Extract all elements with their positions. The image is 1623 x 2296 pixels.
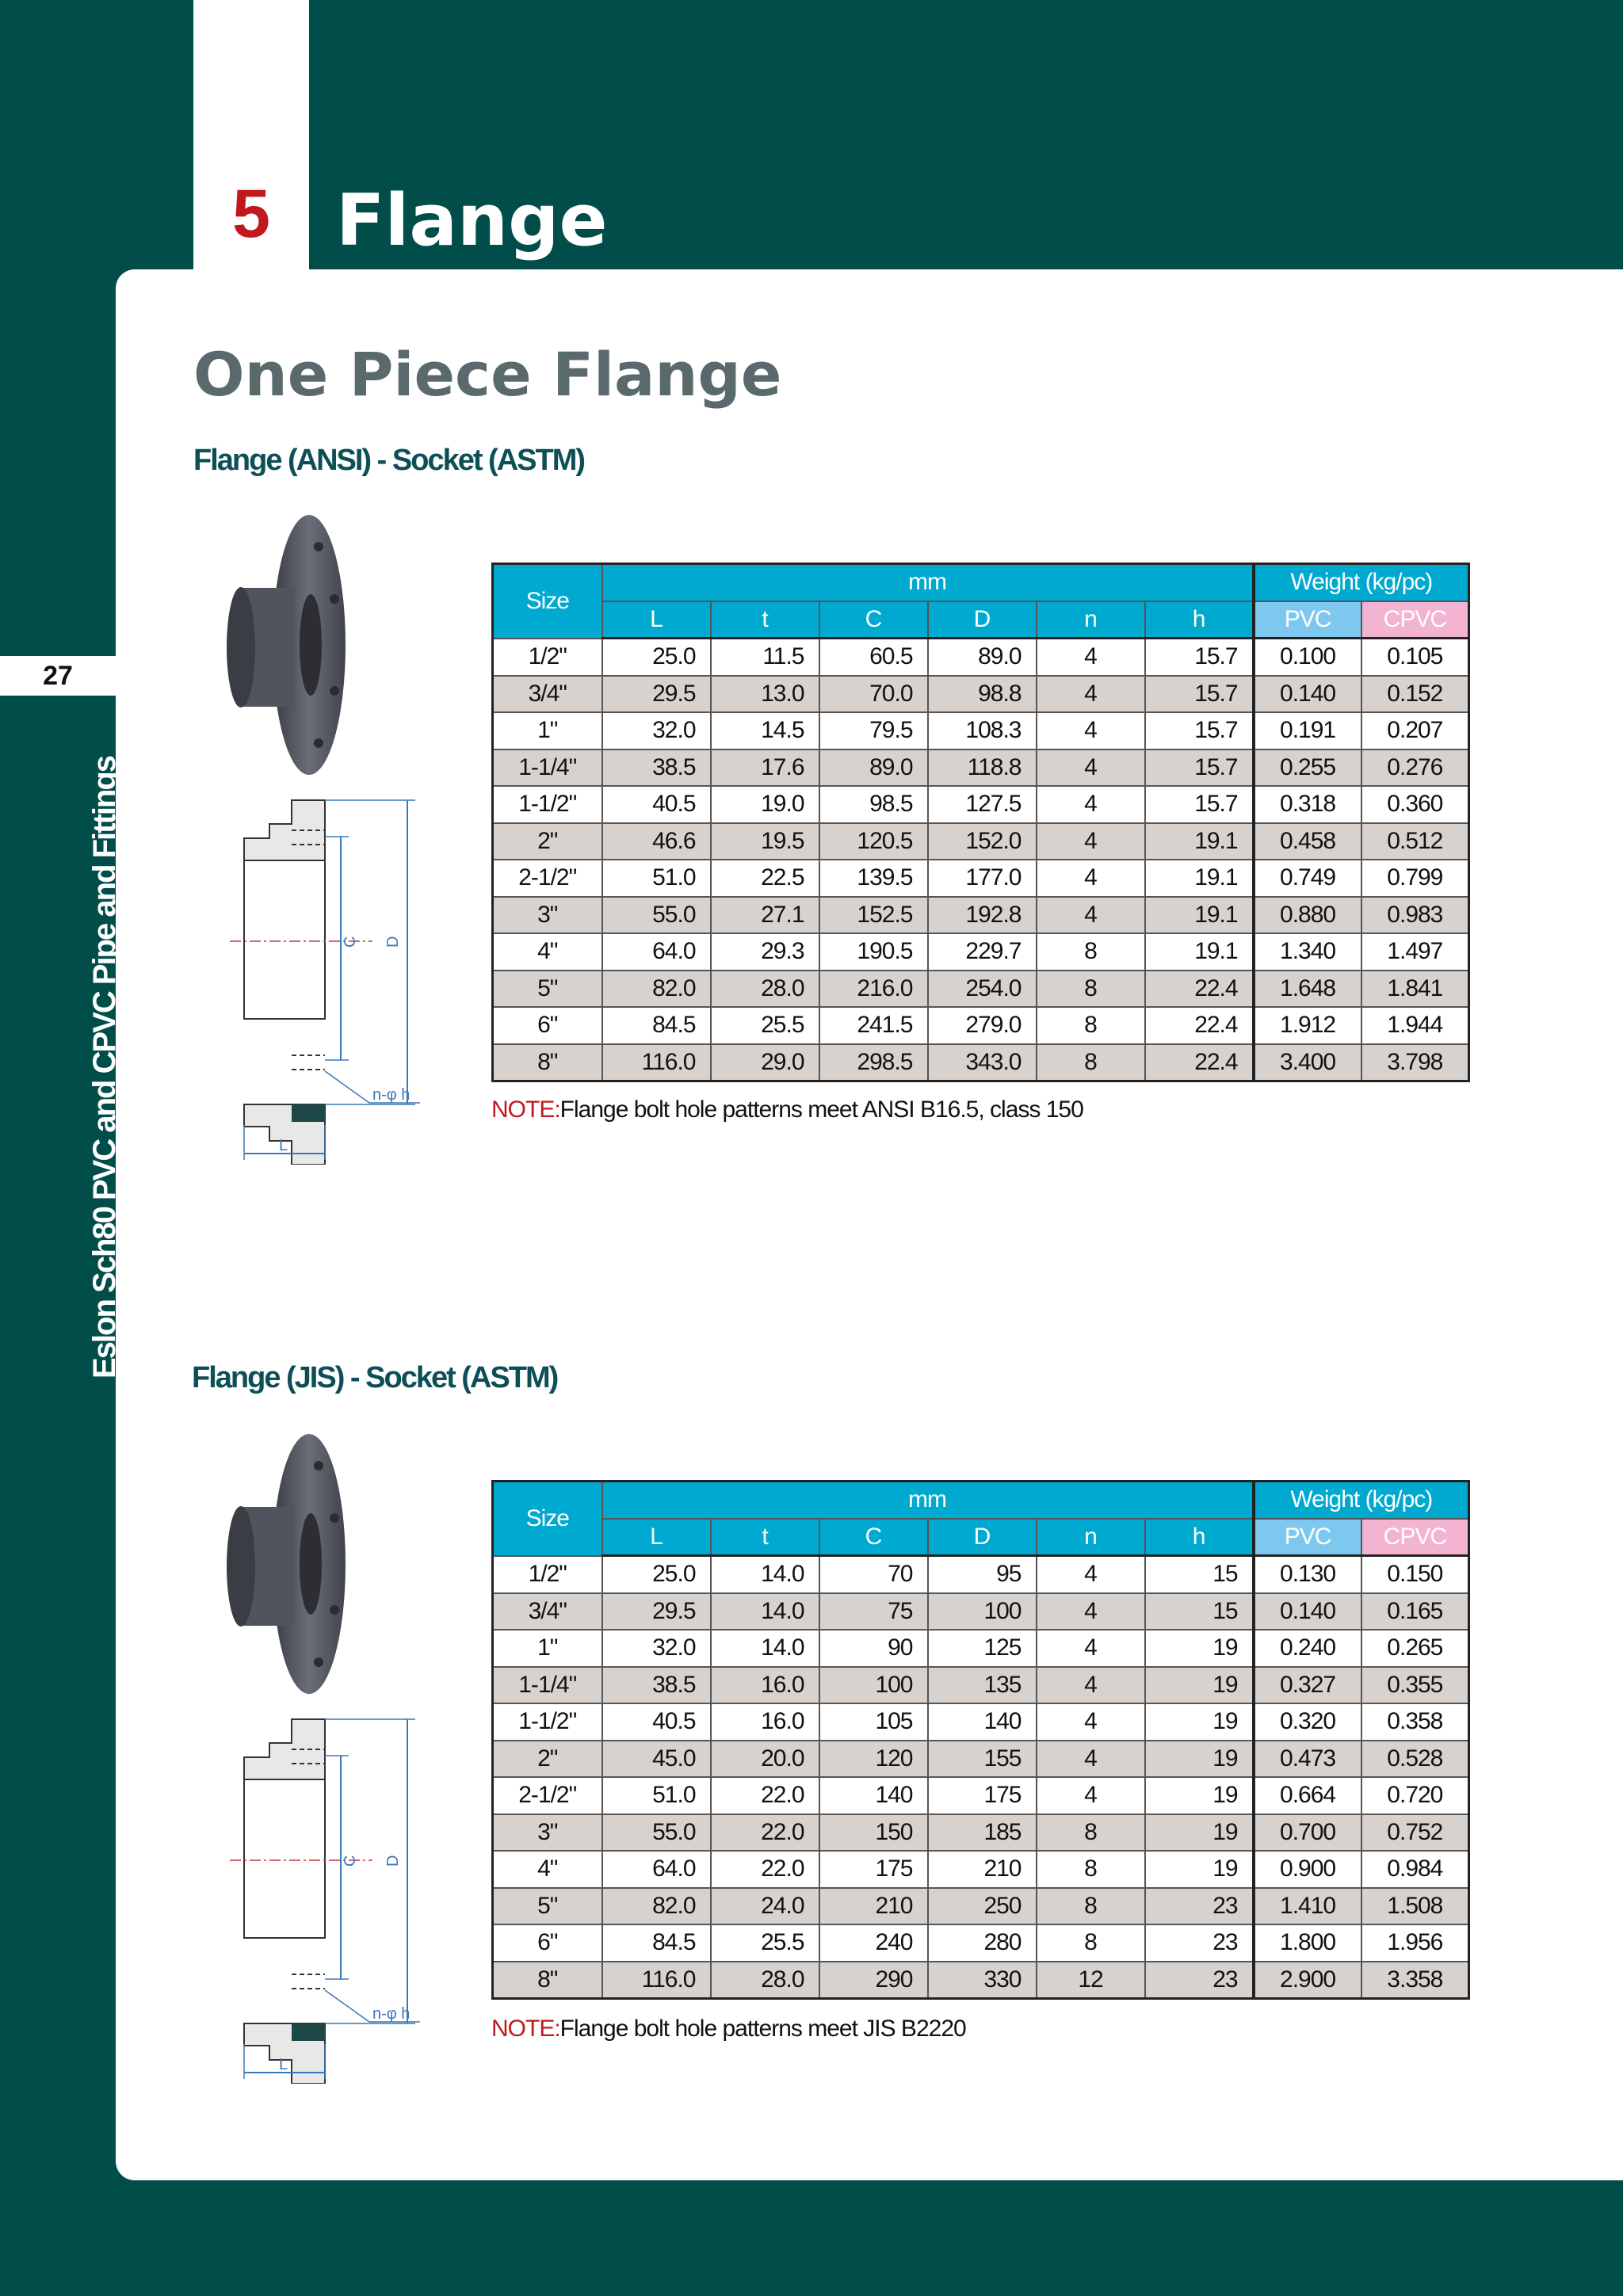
- drawing-label-nh: n-φ h: [372, 2005, 411, 2023]
- section-title-ansi: Flange (ANSI) - Socket (ASTM): [193, 444, 585, 477]
- header-col-c: C: [819, 1519, 928, 1556]
- cell-h: 19: [1145, 1703, 1254, 1741]
- cell-c: 190.5: [819, 933, 928, 971]
- cell-l: 45.0: [602, 1741, 711, 1778]
- cell-size: 8": [493, 1962, 602, 1999]
- table-row: [493, 971, 1469, 1008]
- header-col-l: L: [602, 1519, 711, 1556]
- header-size: Size: [493, 564, 602, 639]
- cell-size: 1": [493, 1630, 602, 1667]
- cell-d: 140: [928, 1703, 1037, 1741]
- cell-n: 8: [1037, 1888, 1145, 1925]
- cell-pvc-weight: 0.318: [1254, 786, 1361, 823]
- cell-c: 298.5: [819, 1044, 928, 1081]
- cell-h: 19: [1145, 1814, 1254, 1852]
- cell-l: 82.0: [602, 971, 711, 1008]
- cell-t: 14.0: [711, 1556, 819, 1593]
- cell-l: 38.5: [602, 749, 711, 787]
- cell-pvc-weight: 3.400: [1254, 1044, 1361, 1081]
- cell-cpvc-weight: 1.944: [1361, 1007, 1469, 1044]
- cell-pvc-weight: 1.340: [1254, 933, 1361, 971]
- cell-t: 25.5: [711, 1924, 819, 1962]
- cell-c: 210: [819, 1888, 928, 1925]
- header-cpvc: CPVC: [1361, 1519, 1469, 1556]
- header-cpvc: CPVC: [1361, 601, 1469, 639]
- cell-size: 5": [493, 1888, 602, 1925]
- cell-pvc-weight: 0.458: [1254, 823, 1361, 860]
- cell-t: 28.0: [711, 971, 819, 1008]
- cell-pvc-weight: 1.912: [1254, 1007, 1361, 1044]
- cell-pvc-weight: 0.327: [1254, 1667, 1361, 1704]
- cell-h: 22.4: [1145, 1007, 1254, 1044]
- cell-t: 19.0: [711, 786, 819, 823]
- cell-pvc-weight: 0.140: [1254, 676, 1361, 713]
- cell-c: 89.0: [819, 749, 928, 787]
- cell-h: 22.4: [1145, 1044, 1254, 1081]
- cell-n: 4: [1037, 639, 1145, 676]
- cell-d: 125: [928, 1630, 1037, 1667]
- cell-n: 4: [1037, 749, 1145, 787]
- cell-n: 8: [1037, 1851, 1145, 1888]
- cell-n: 8: [1037, 933, 1145, 971]
- cell-t: 11.5: [711, 639, 819, 676]
- cell-d: 210: [928, 1851, 1037, 1888]
- cell-l: 40.5: [602, 786, 711, 823]
- cell-size: 1/2": [493, 639, 602, 676]
- cell-d: 185: [928, 1814, 1037, 1852]
- table-row: [493, 1556, 1469, 1593]
- cell-cpvc-weight: 0.152: [1361, 676, 1469, 713]
- table-row: [493, 1703, 1469, 1741]
- cell-pvc-weight: 0.749: [1254, 860, 1361, 897]
- cell-c: 70.0: [819, 676, 928, 713]
- cell-size: 5": [493, 971, 602, 1008]
- cell-d: 250: [928, 1888, 1037, 1925]
- cell-l: 84.5: [602, 1924, 711, 1962]
- cell-t: 20.0: [711, 1741, 819, 1778]
- header-mm: mm: [602, 564, 1254, 601]
- header-size: Size: [493, 1482, 602, 1556]
- cell-h: 15.7: [1145, 639, 1254, 676]
- note-text: Flange bolt hole patterns meet JIS B2220: [559, 2016, 966, 2042]
- drawing-label-nh: n-φ h: [372, 1086, 411, 1104]
- cell-cpvc-weight: 0.512: [1361, 823, 1469, 860]
- cell-c: 120: [819, 1741, 928, 1778]
- cell-t: 17.6: [711, 749, 819, 787]
- cell-c: 79.5: [819, 712, 928, 749]
- cell-l: 55.0: [602, 1814, 711, 1852]
- cell-d: 155: [928, 1741, 1037, 1778]
- header-col-d: D: [928, 1519, 1037, 1556]
- cell-h: 19.1: [1145, 897, 1254, 934]
- cell-l: 40.5: [602, 1703, 711, 1741]
- cell-n: 4: [1037, 1630, 1145, 1667]
- cell-n: 4: [1037, 1741, 1145, 1778]
- cell-d: 254.0: [928, 971, 1037, 1008]
- cell-pvc-weight: 0.900: [1254, 1851, 1361, 1888]
- cell-h: 23: [1145, 1888, 1254, 1925]
- cell-l: 55.0: [602, 897, 711, 934]
- cell-pvc-weight: 0.100: [1254, 639, 1361, 676]
- cell-h: 19: [1145, 1777, 1254, 1814]
- cell-l: 25.0: [602, 639, 711, 676]
- cell-pvc-weight: 0.664: [1254, 1777, 1361, 1814]
- cell-cpvc-weight: 1.497: [1361, 933, 1469, 971]
- cell-d: 229.7: [928, 933, 1037, 971]
- table-row: [493, 676, 1469, 713]
- cell-c: 70: [819, 1556, 928, 1593]
- cell-pvc-weight: 0.700: [1254, 1814, 1361, 1852]
- cell-l: 32.0: [602, 712, 711, 749]
- header-col-n: n: [1037, 601, 1145, 639]
- header-mm: mm: [602, 1482, 1254, 1519]
- table-row: [493, 1741, 1469, 1778]
- drawing-label-d: D: [384, 936, 402, 948]
- cell-h: 23: [1145, 1924, 1254, 1962]
- cell-cpvc-weight: 1.841: [1361, 971, 1469, 1008]
- table-row: [493, 1851, 1469, 1888]
- cell-d: 175: [928, 1777, 1037, 1814]
- spec-table-ansi: [491, 563, 1470, 1082]
- header-pvc: PVC: [1254, 601, 1361, 639]
- cell-cpvc-weight: 0.984: [1361, 1851, 1469, 1888]
- cell-size: 2": [493, 823, 602, 860]
- cell-size: 1-1/2": [493, 1703, 602, 1741]
- cell-n: 4: [1037, 1556, 1145, 1593]
- cell-c: 152.5: [819, 897, 928, 934]
- cell-cpvc-weight: 0.360: [1361, 786, 1469, 823]
- cell-t: 27.1: [711, 897, 819, 934]
- cell-pvc-weight: 0.473: [1254, 1741, 1361, 1778]
- table-row: [493, 639, 1469, 676]
- cell-pvc-weight: 0.191: [1254, 712, 1361, 749]
- cell-l: 64.0: [602, 1851, 711, 1888]
- cell-h: 19.1: [1145, 860, 1254, 897]
- table-row: [493, 933, 1469, 971]
- cell-t: 19.5: [711, 823, 819, 860]
- cell-n: 4: [1037, 1777, 1145, 1814]
- header-col-c: C: [819, 601, 928, 639]
- cell-l: 82.0: [602, 1888, 711, 1925]
- cell-h: 15.7: [1145, 712, 1254, 749]
- cell-h: 23: [1145, 1962, 1254, 1999]
- cell-pvc-weight: 1.410: [1254, 1888, 1361, 1925]
- header-pvc: PVC: [1254, 1519, 1361, 1556]
- cell-h: 15.7: [1145, 786, 1254, 823]
- cell-n: 4: [1037, 1667, 1145, 1704]
- flange-technical-drawing: [230, 792, 436, 1165]
- cell-cpvc-weight: 0.207: [1361, 712, 1469, 749]
- cell-pvc-weight: 1.800: [1254, 1924, 1361, 1962]
- cell-h: 22.4: [1145, 971, 1254, 1008]
- cell-cpvc-weight: 3.798: [1361, 1044, 1469, 1081]
- cell-d: 95: [928, 1556, 1037, 1593]
- cell-d: 127.5: [928, 786, 1037, 823]
- cell-c: 240: [819, 1924, 928, 1962]
- cell-size: 2": [493, 1741, 602, 1778]
- cell-size: 1-1/4": [493, 1667, 602, 1704]
- cell-n: 8: [1037, 971, 1145, 1008]
- cell-cpvc-weight: 0.355: [1361, 1667, 1469, 1704]
- cell-size: 3": [493, 1814, 602, 1852]
- cell-pvc-weight: 0.130: [1254, 1556, 1361, 1593]
- cell-t: 29.0: [711, 1044, 819, 1081]
- cell-d: 135: [928, 1667, 1037, 1704]
- table-row: [493, 786, 1469, 823]
- cell-c: 60.5: [819, 639, 928, 676]
- cell-l: 25.0: [602, 1556, 711, 1593]
- cell-h: 19: [1145, 1851, 1254, 1888]
- cell-l: 38.5: [602, 1667, 711, 1704]
- cell-pvc-weight: 2.900: [1254, 1962, 1361, 1999]
- cell-h: 19: [1145, 1630, 1254, 1667]
- cell-h: 15: [1145, 1556, 1254, 1593]
- cell-n: 8: [1037, 1924, 1145, 1962]
- table-row: [493, 1814, 1469, 1852]
- header-col-h: h: [1145, 601, 1254, 639]
- cell-c: 216.0: [819, 971, 928, 1008]
- cell-cpvc-weight: 0.105: [1361, 639, 1469, 676]
- table-row: [493, 860, 1469, 897]
- cell-size: 4": [493, 1851, 602, 1888]
- cell-size: 1/2": [493, 1556, 602, 1593]
- cell-pvc-weight: 0.255: [1254, 749, 1361, 787]
- cell-c: 139.5: [819, 860, 928, 897]
- cell-l: 116.0: [602, 1962, 711, 1999]
- table-row: [493, 1630, 1469, 1667]
- cell-d: 330: [928, 1962, 1037, 1999]
- cell-d: 177.0: [928, 860, 1037, 897]
- cell-h: 19.1: [1145, 933, 1254, 971]
- cell-n: 4: [1037, 786, 1145, 823]
- cell-t: 25.5: [711, 1007, 819, 1044]
- cell-size: 2-1/2": [493, 860, 602, 897]
- cell-size: 3/4": [493, 676, 602, 713]
- side-product-title: Eslon Sch80 PVC and CPVC Pipe and Fittings: [87, 756, 122, 1379]
- header-weight: Weight (kg/pc): [1254, 1482, 1469, 1519]
- cell-d: 100: [928, 1593, 1037, 1630]
- cell-t: 13.0: [711, 676, 819, 713]
- cell-size: 3/4": [493, 1593, 602, 1630]
- note-text: Flange bolt hole patterns meet ANSI B16.5, class 150: [559, 1097, 1083, 1123]
- flange-photo-image: [223, 512, 350, 778]
- cell-c: 90: [819, 1630, 928, 1667]
- cell-l: 32.0: [602, 1630, 711, 1667]
- cell-t: 28.0: [711, 1962, 819, 1999]
- cell-c: 98.5: [819, 786, 928, 823]
- cell-c: 290: [819, 1962, 928, 1999]
- cell-d: 89.0: [928, 639, 1037, 676]
- cell-t: 22.5: [711, 860, 819, 897]
- cell-h: 19.1: [1145, 823, 1254, 860]
- cell-n: 8: [1037, 1044, 1145, 1081]
- cell-l: 46.6: [602, 823, 711, 860]
- main-title: One Piece Flange: [193, 339, 782, 410]
- cell-cpvc-weight: 0.150: [1361, 1556, 1469, 1593]
- drawing-label-d: D: [384, 1855, 402, 1867]
- cell-pvc-weight: 1.648: [1254, 971, 1361, 1008]
- cell-cpvc-weight: 0.720: [1361, 1777, 1469, 1814]
- cell-l: 51.0: [602, 860, 711, 897]
- cell-n: 4: [1037, 860, 1145, 897]
- cell-cpvc-weight: 0.528: [1361, 1741, 1469, 1778]
- cell-l: 64.0: [602, 933, 711, 971]
- cell-cpvc-weight: 0.165: [1361, 1593, 1469, 1630]
- cell-n: 4: [1037, 1593, 1145, 1630]
- header-col-h: h: [1145, 1519, 1254, 1556]
- cell-cpvc-weight: 0.265: [1361, 1630, 1469, 1667]
- drawing-label-l: L: [279, 1137, 288, 1154]
- table-row: [493, 1888, 1469, 1925]
- cell-pvc-weight: 0.880: [1254, 897, 1361, 934]
- chapter-number: 5: [232, 176, 270, 252]
- cell-size: 3": [493, 897, 602, 934]
- chapter-title: Flange: [336, 179, 608, 262]
- cell-cpvc-weight: 0.799: [1361, 860, 1469, 897]
- table-row: [493, 1777, 1469, 1814]
- spec-table-jis: [491, 1480, 1470, 2000]
- cell-d: 280: [928, 1924, 1037, 1962]
- cell-c: 241.5: [819, 1007, 928, 1044]
- cell-h: 15: [1145, 1593, 1254, 1630]
- cell-c: 150: [819, 1814, 928, 1852]
- cell-l: 116.0: [602, 1044, 711, 1081]
- table-row: [493, 823, 1469, 860]
- cell-l: 51.0: [602, 1777, 711, 1814]
- cell-d: 118.8: [928, 749, 1037, 787]
- table-row: [493, 1962, 1469, 1999]
- table-row: [493, 1667, 1469, 1704]
- page-number: 27: [43, 661, 73, 691]
- cell-t: 16.0: [711, 1703, 819, 1741]
- cell-n: 4: [1037, 823, 1145, 860]
- cell-l: 84.5: [602, 1007, 711, 1044]
- cell-size: 1-1/4": [493, 749, 602, 787]
- cell-h: 19: [1145, 1741, 1254, 1778]
- cell-size: 6": [493, 1007, 602, 1044]
- cell-n: 4: [1037, 712, 1145, 749]
- table-row: [493, 712, 1469, 749]
- cell-t: 16.0: [711, 1667, 819, 1704]
- cell-n: 4: [1037, 1703, 1145, 1741]
- cell-t: 22.0: [711, 1777, 819, 1814]
- cell-h: 15.7: [1145, 676, 1254, 713]
- cell-size: 2-1/2": [493, 1777, 602, 1814]
- cell-d: 98.8: [928, 676, 1037, 713]
- cell-size: 1-1/2": [493, 786, 602, 823]
- cell-t: 24.0: [711, 1888, 819, 1925]
- cell-size: 4": [493, 933, 602, 971]
- table-row: [493, 1593, 1469, 1630]
- cell-size: 1": [493, 712, 602, 749]
- cell-c: 175: [819, 1851, 928, 1888]
- table-row: [493, 1007, 1469, 1044]
- note-ansi: [491, 1097, 1083, 1123]
- cell-cpvc-weight: 0.983: [1361, 897, 1469, 934]
- cell-d: 192.8: [928, 897, 1037, 934]
- drawing-label-c: C: [342, 936, 359, 948]
- header-col-d: D: [928, 601, 1037, 639]
- cell-c: 140: [819, 1777, 928, 1814]
- cell-pvc-weight: 0.240: [1254, 1630, 1361, 1667]
- cell-cpvc-weight: 1.508: [1361, 1888, 1469, 1925]
- cell-t: 14.5: [711, 712, 819, 749]
- cell-cpvc-weight: 3.358: [1361, 1962, 1469, 1999]
- cell-l: 29.5: [602, 676, 711, 713]
- cell-cpvc-weight: 0.276: [1361, 749, 1469, 787]
- note-jis: [491, 2016, 966, 2042]
- drawing-label-c: C: [342, 1855, 359, 1867]
- cell-cpvc-weight: 0.752: [1361, 1814, 1469, 1852]
- cell-t: 29.3: [711, 933, 819, 971]
- cell-n: 4: [1037, 897, 1145, 934]
- cell-d: 343.0: [928, 1044, 1037, 1081]
- note-label: NOTE:: [491, 1097, 560, 1123]
- cell-t: 14.0: [711, 1593, 819, 1630]
- cell-l: 29.5: [602, 1593, 711, 1630]
- table-row: [493, 749, 1469, 787]
- cell-cpvc-weight: 0.358: [1361, 1703, 1469, 1741]
- header-col-l: L: [602, 601, 711, 639]
- cell-size: 6": [493, 1924, 602, 1962]
- flange-photo-image: [223, 1431, 350, 1697]
- header-col-n: n: [1037, 1519, 1145, 1556]
- cell-cpvc-weight: 1.956: [1361, 1924, 1469, 1962]
- section-title-jis: Flange (JIS) - Socket (ASTM): [192, 1361, 558, 1394]
- cell-c: 105: [819, 1703, 928, 1741]
- table-row: [493, 897, 1469, 934]
- note-label: NOTE:: [491, 2016, 560, 2042]
- header-weight: Weight (kg/pc): [1254, 564, 1469, 601]
- cell-t: 22.0: [711, 1851, 819, 1888]
- cell-d: 279.0: [928, 1007, 1037, 1044]
- cell-n: 12: [1037, 1962, 1145, 1999]
- table-row: [493, 1924, 1469, 1962]
- header-col-t: t: [711, 601, 819, 639]
- cell-n: 8: [1037, 1814, 1145, 1852]
- flange-technical-drawing: [230, 1711, 436, 2084]
- cell-c: 120.5: [819, 823, 928, 860]
- cell-h: 19: [1145, 1667, 1254, 1704]
- cell-h: 15.7: [1145, 749, 1254, 787]
- cell-t: 14.0: [711, 1630, 819, 1667]
- cell-size: 8": [493, 1044, 602, 1081]
- cell-n: 8: [1037, 1007, 1145, 1044]
- cell-d: 152.0: [928, 823, 1037, 860]
- drawing-label-l: L: [279, 2056, 288, 2073]
- cell-t: 22.0: [711, 1814, 819, 1852]
- cell-pvc-weight: 0.140: [1254, 1593, 1361, 1630]
- cell-d: 108.3: [928, 712, 1037, 749]
- cell-c: 75: [819, 1593, 928, 1630]
- cell-n: 4: [1037, 676, 1145, 713]
- cell-c: 100: [819, 1667, 928, 1704]
- cell-pvc-weight: 0.320: [1254, 1703, 1361, 1741]
- table-row: [493, 1044, 1469, 1081]
- header-col-t: t: [711, 1519, 819, 1556]
